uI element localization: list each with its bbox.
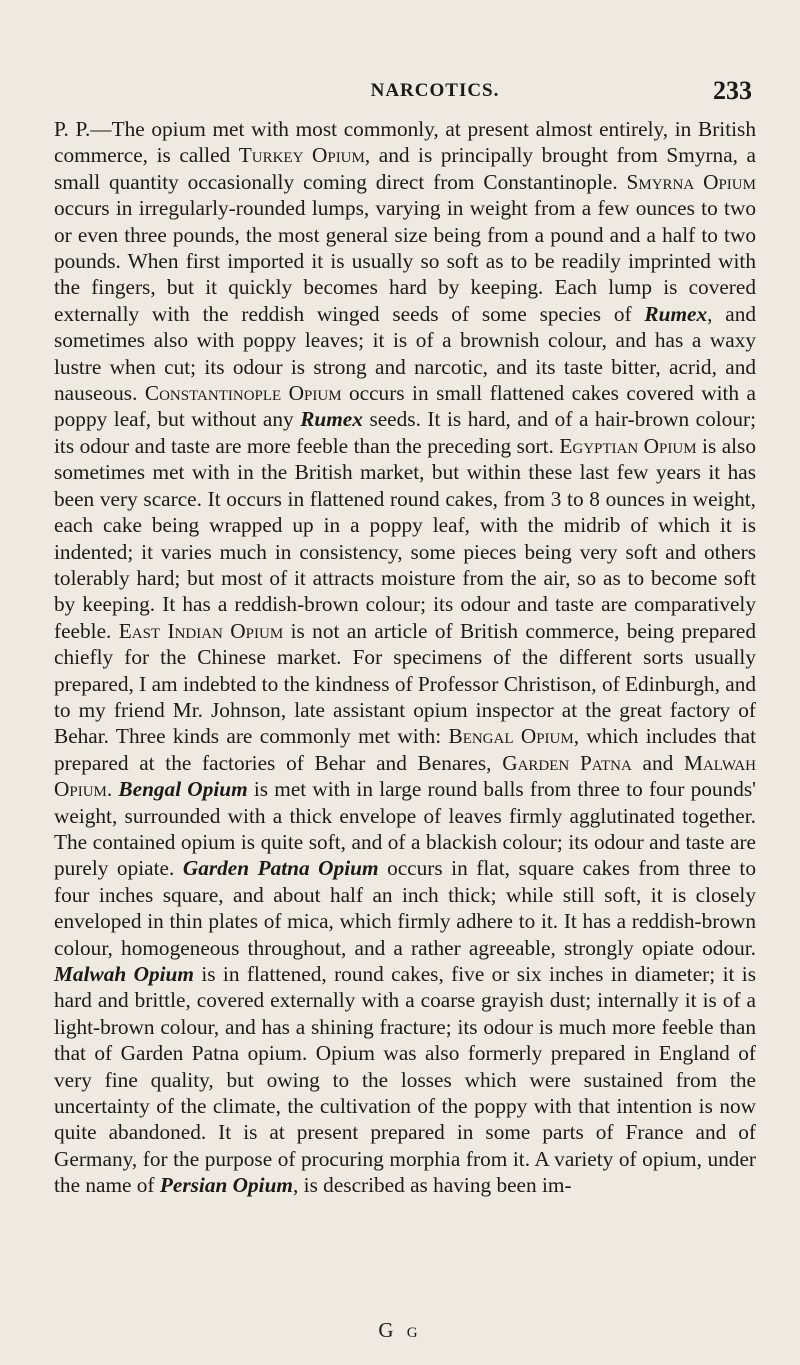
text-run: is not an article of British commerce, being prepared chiefly for the Chinese market. For specimens of the different sorts usually prepared, I am indebted to the kindness of Professor Christison, of Edinburgh, and to my friend Mr. Johnson, late assistant opium inspector at the great factory of Behar. Three kinds are commonly met with: [54,618,756,749]
small-caps-term: Garden Patna [502,750,632,775]
text-run: is also sometimes met with in the British market, but within these last few years it has been very scarce. It occurs in flattened round cakes, from 3 to 8 ounces in weight, each cake being wrapped up in a poppy leaf, with the midrib of which it is indented; it varies much in consistency, some pieces being very soft and others tolerably hard; but most of it attracts moisture from the air, so as to become soft by keeping. It has a reddish-brown colour; its odour and taste are comparatively feeble. [54,433,756,643]
text-run: , is described as having been im- [293,1173,572,1198]
text-run: occurs in flat, square cakes from three to four inches square, and about half an inch thick; while still soft, it is closely enveloped in thin plates of mica, which firmly adhere to it. It has a reddish-brown colour, homogeneous throughout, and a rather agreeable, strongly opiate odour. [54,856,756,960]
italic-term: Malwah Opium [54,962,194,986]
text-run: occurs in small flattened cakes covered with a poppy leaf, but without any [54,381,756,432]
text-run: and [631,750,685,775]
running-head [58,76,752,110]
text-run: seeds. It is hard, and of a hair-brown colour; its odour and taste are more feeble than the preceding sort. [54,407,756,458]
small-caps-term: Smyrna Opium [626,169,756,194]
small-caps-term: East Indian Opium [118,618,284,643]
text-run: is met with in large round balls from three to four pounds' weight, surrounded with a thick envelope of leaves firmly agglutinated together. The contained opium is quite soft, and of a blackish colour; its odour and taste are purely opiate. [54,777,756,881]
small-caps-term: Turkey Opium [238,143,365,168]
small-caps-term: Malwah Opium [54,750,756,802]
body-paragraph [54,116,756,1199]
text-run: . [106,777,119,802]
italic-term: Bengal Opium [118,777,248,802]
text-run: , and sometimes also with poppy leaves; it is of a brownish colour, and has a waxy lustre when cut; its odour is strong and narcotic, and its taste bitter, acrid, and nauseous. [54,301,756,406]
page-number: 233 [713,76,752,105]
italic-term: Garden Patna Opium [182,856,379,881]
italic-term: Rumex [644,301,708,326]
italic-term: Persian Opium [159,1173,293,1198]
small-caps-term: Constantinople Opium [144,381,342,406]
running-head-title: NARCOTICS. [370,80,500,101]
text-run: is in flattened, round cakes, five or six inches in diameter; it is hard and brittle, covered externally with a coarse grayish dust; internally it is of a light-brown colour, and has a shining fracture; its odour is much more feeble than that of Garden Patna opium. Opium was also formerly prepared in England of very fine quality, but owing to the losses which were sustained from the uncertainty of the climate, the cultivation of the poppy with that intention is now quite abandoned. It is at present prepared in some parts of France and of Germany, for the purpose of procuring morphia from it. A variety of opium, under the name of [54,962,756,1198]
text-run: , and is principally brought from Smyrna, a small quantity occasionally coming direct from Constantinople. [54,143,756,194]
signature-mark: G g [378,1318,422,1342]
small-caps-term: Egyptian Opium [559,433,697,458]
text-run: occurs in irregularly-rounded lumps, varying in weight from a few ounces to two or even three pounds, the most general size being from a pound and a half to two pounds. When first imported it is usually so soft as to be readily imprinted with the fingers, but it quickly becomes hard by keeping. Each lump is covered externally with the reddish winged seeds of some species of [54,196,756,326]
text-run: , which includes that prepared at the factories of Behar and Benares, [54,724,756,775]
italic-term: Rumex [300,407,363,432]
text-run: P. P.—The opium met with most commonly, at present almost entirely, in British commerce, is called [54,117,756,168]
small-caps-term: Bengal Opium [448,724,574,749]
